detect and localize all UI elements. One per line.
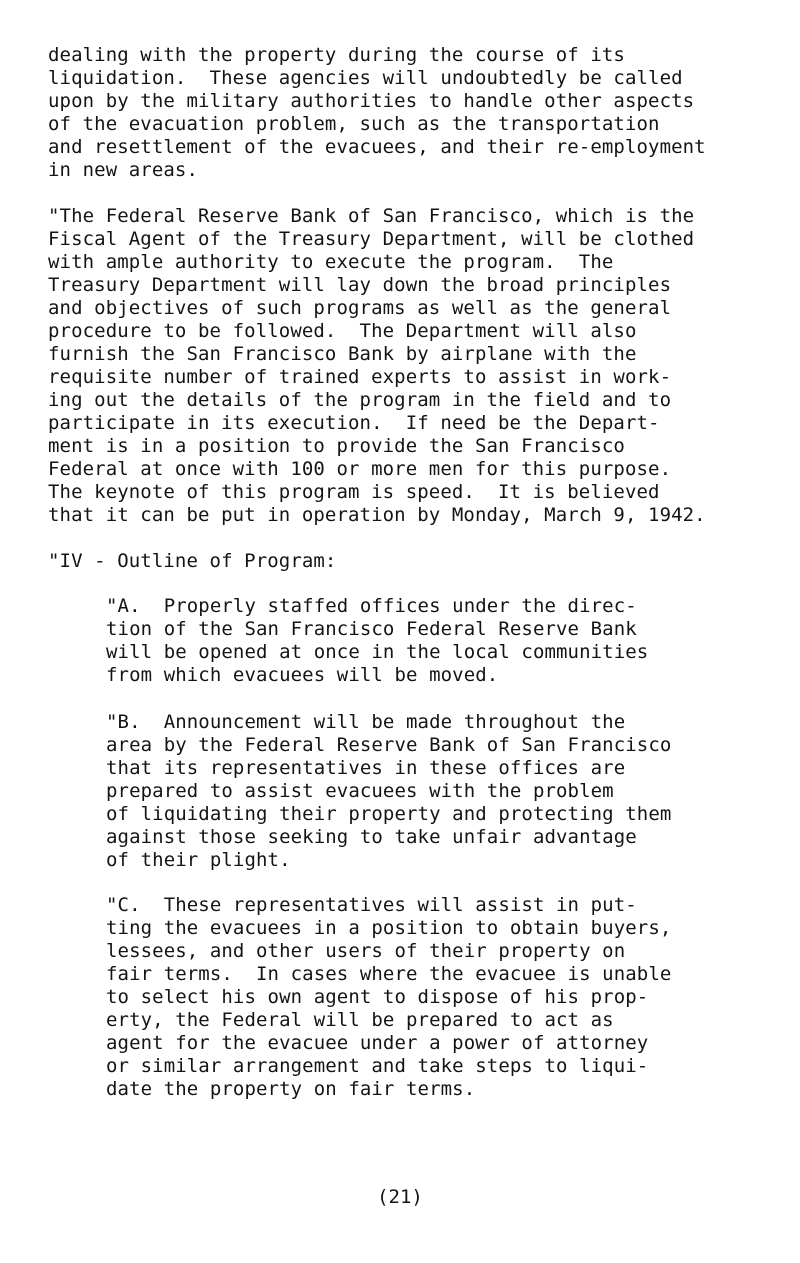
text-line: Fiscal Agent of the Treasury Department, will be clothed (48, 228, 695, 250)
text-line: to select his own agent to dispose of his prop- (106, 986, 649, 1008)
text-line: of the evacuation problem, such as the transportation (48, 113, 660, 135)
text-line: tion of the San Francisco Federal Reserve Bank (106, 618, 637, 640)
text-line: and objectives of such programs as well as the general (48, 297, 672, 319)
text-line: requisite number of trained experts to assist in work- (48, 366, 672, 388)
text-line: liquidation. These agencies will undoubtedly be called (48, 67, 683, 89)
section-heading: "IV - Outline of Program: (48, 550, 337, 572)
text-line: The keynote of this program is speed. It is believed (48, 481, 660, 503)
text-line: that its representatives in these offices are (106, 757, 626, 779)
text-line: ing out the details of the program in the field and to (48, 389, 672, 411)
text-line: in new areas. (48, 159, 199, 181)
page-number: (21) (377, 1186, 423, 1208)
text-line: lessees, and other users of their property on (106, 940, 626, 962)
text-line: of their plight. (106, 849, 291, 871)
text-line: Federal at once with 100 or more men for this purpose. (48, 458, 672, 480)
text-line: agent for the evacuee under a power of attorney (106, 1032, 649, 1054)
text-line: ting the evacuees in a position to obtain buyers, (106, 917, 672, 939)
text-line: and resettlement of the evacuees, and their re-employment (48, 136, 706, 158)
text-line: Treasury Department will lay down the broad principles (48, 274, 672, 296)
text-line: area by the Federal Reserve Bank of San Francisco (106, 734, 672, 756)
text-line: fair terms. In cases where the evacuee is unable (106, 963, 672, 985)
text-line: "The Federal Reserve Bank of San Francisco, which is the (48, 205, 695, 227)
text-line: "B. Announcement will be made throughout the (106, 711, 626, 733)
text-line: will be opened at once in the local communities (106, 641, 649, 663)
text-line: prepared to assist evacuees with the problem (106, 780, 614, 802)
text-line: with ample authority to execute the program. The (48, 251, 614, 273)
text-line: "C. These representatives will assist in put- (106, 894, 637, 916)
text-line: ment is in a position to provide the San Francisco (48, 435, 625, 457)
text-line: procedure to be followed. The Department will also (48, 320, 637, 342)
text-line: date the property on fair terms. (106, 1078, 476, 1100)
text-line: erty, the Federal will be prepared to act as (106, 1009, 614, 1031)
text-line: "A. Properly staffed offices under the direc- (106, 595, 637, 617)
text-line: dealing with the property during the course of its (48, 44, 625, 66)
text-line: that it can be put in operation by Monday, March 9, 1942. (48, 504, 706, 526)
text-line: participate in its execution. If need be the Depart- (48, 412, 660, 434)
text-line: against those seeking to take unfair advantage (106, 826, 637, 848)
text-line: upon by the military authorities to handle other aspects (48, 90, 695, 112)
text-line: furnish the San Francisco Bank by airplane with the (48, 343, 637, 365)
text-line: from which evacuees will be moved. (106, 664, 499, 686)
text-line: of liquidating their property and protecting them (106, 803, 672, 825)
text-line: or similar arrangement and take steps to liqui- (106, 1055, 649, 1077)
